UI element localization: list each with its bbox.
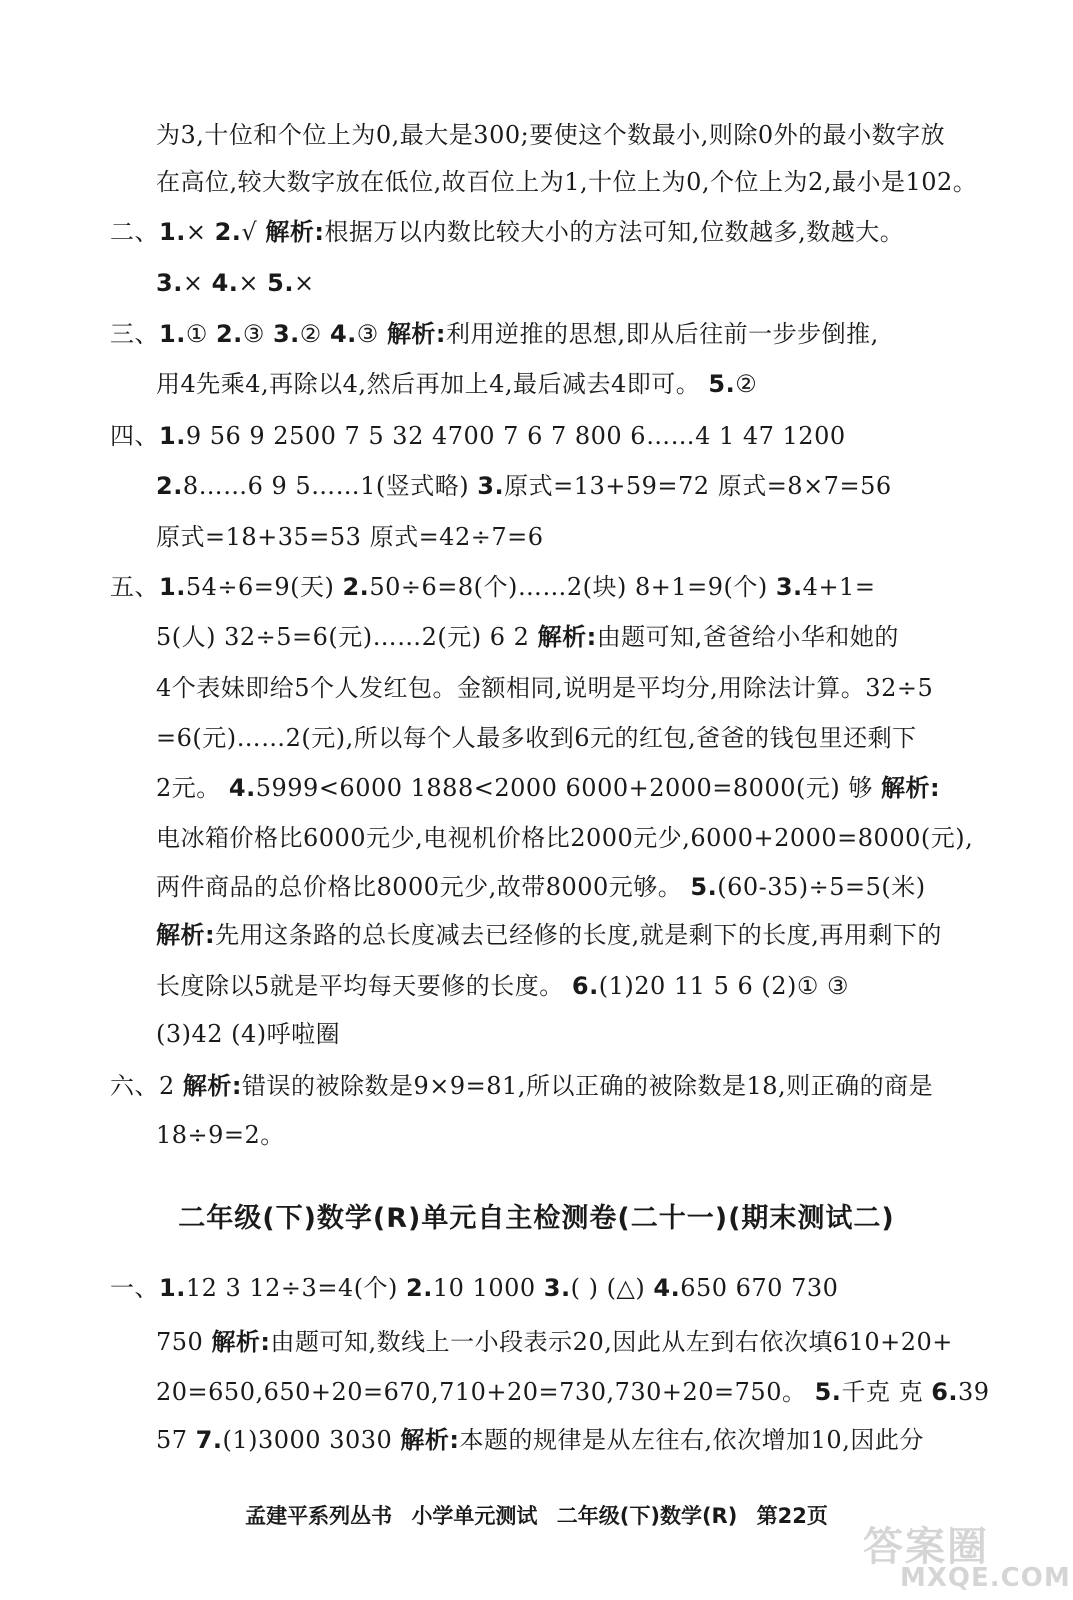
answer-text: 12 3 12÷3=4(个) bbox=[185, 1274, 407, 1302]
bold-label: 2. bbox=[215, 320, 243, 348]
bold-label: 4. bbox=[211, 269, 239, 297]
bold-label: 3. bbox=[477, 472, 505, 500]
answer-text: 原式=13+59=72 原式=8×7=56 bbox=[504, 472, 892, 500]
bold-label: 5. bbox=[814, 1378, 842, 1406]
answer-text: 50÷6=8(个)……2(块) 8+1=9(个) bbox=[369, 573, 776, 601]
answer-line bbox=[156, 166, 977, 198]
answer-text: 长度除以5就是平均每天要修的长度。 bbox=[156, 972, 572, 1000]
answer-line bbox=[156, 470, 892, 502]
answer-text: 5(人) 32÷5=6(元)……2(元) 6 2 bbox=[156, 623, 538, 651]
answer-line bbox=[156, 772, 940, 804]
bold-label: 3. bbox=[272, 320, 300, 348]
answer-text: 750 bbox=[156, 1328, 212, 1356]
answer-text: 57 bbox=[156, 1426, 196, 1454]
bold-label: 3. bbox=[543, 1274, 571, 1302]
answer-text: 在高位,较大数字放在低位,故百位上为1,十位上为0,个位上为2,最小是102。 bbox=[156, 168, 978, 196]
answer-line bbox=[110, 420, 846, 452]
bold-label: 解析: bbox=[156, 921, 216, 949]
footer-page-number: 第22页 bbox=[756, 1504, 828, 1528]
answer-line bbox=[156, 1119, 285, 1151]
answer-text: 电冰箱价格比6000元少,电视机价格比2000元少,6000+2000=8000(元), bbox=[156, 824, 974, 852]
answer-text: 根据万以内数比较大小的方法可知,位数越多,数越大。 bbox=[324, 218, 905, 246]
bold-label: 1. bbox=[159, 573, 186, 601]
answer-text: 2元。 bbox=[156, 774, 229, 802]
answer-text: × bbox=[185, 218, 215, 246]
answer-text: (60-35)÷5=5(米) bbox=[717, 873, 926, 901]
answer-text: ① bbox=[185, 320, 216, 348]
bold-label: 3. bbox=[775, 573, 803, 601]
bold-label: 2. bbox=[214, 218, 242, 246]
bold-label: 解析: bbox=[265, 218, 325, 246]
answer-text: 先用这条路的总长度减去已经修的长度,就是剩下的长度,再用剩下的 bbox=[215, 921, 942, 949]
bold-label: 解析: bbox=[537, 623, 597, 651]
answer-text: 54÷6=9(天) bbox=[185, 573, 343, 601]
answer-text: 650 670 730 bbox=[680, 1274, 839, 1302]
section-title: 二年级(下)数学(R)单元自主检测卷(二十一)(期末测试二) bbox=[178, 1203, 895, 1234]
answer-text: 8……6 9 5……1(竖式略) bbox=[182, 472, 478, 500]
answer-text: 利用逆推的思想,即从后往前一步步倒推, bbox=[446, 320, 879, 348]
answer-text: 5999<6000 1888<2000 6000+2000=8000(元) 够 bbox=[255, 774, 881, 802]
answer-text: 39 bbox=[958, 1378, 990, 1406]
answer-line bbox=[156, 521, 543, 553]
answer-line bbox=[156, 672, 933, 704]
watermark-main-text: 答案圈 bbox=[863, 1524, 989, 1570]
answer-line bbox=[156, 1326, 953, 1358]
answer-text: (1)3000 3030 bbox=[222, 1426, 401, 1454]
bold-label: 1. bbox=[159, 1274, 186, 1302]
bold-label: 解析: bbox=[182, 1072, 243, 1100]
bold-label: 4. bbox=[653, 1274, 681, 1302]
bold-label: 1. bbox=[159, 320, 186, 348]
bold-label: 5. bbox=[690, 873, 718, 901]
answer-text: 9 56 9 2500 7 5 32 4700 7 6 7 800 6……4 1 47 1200 bbox=[185, 422, 846, 450]
bold-label: 2. bbox=[342, 573, 370, 601]
bold-label: 6. bbox=[931, 1378, 959, 1406]
answer-line bbox=[156, 621, 899, 653]
answer-text: 10 1000 bbox=[432, 1274, 544, 1302]
bold-label: 5. bbox=[708, 370, 736, 398]
answer-line bbox=[110, 571, 875, 603]
answer-line bbox=[156, 1018, 340, 1050]
answer-line bbox=[156, 267, 315, 299]
answer-text: × bbox=[293, 269, 315, 297]
answer-text: ② bbox=[299, 320, 330, 348]
answer-line bbox=[156, 822, 973, 854]
bold-label: 5. bbox=[267, 269, 294, 297]
answer-line bbox=[110, 1272, 838, 1304]
bold-label: 6. bbox=[571, 972, 599, 1000]
answer-text: (1)20 11 5 6 (2)① ③ bbox=[598, 972, 850, 1000]
answer-text: × bbox=[182, 269, 212, 297]
footer-series: 孟建平系列丛书 bbox=[245, 1504, 393, 1528]
watermark-logo bbox=[858, 1515, 1071, 1595]
answer-line bbox=[156, 1376, 990, 1408]
bold-label: 3. bbox=[156, 269, 183, 297]
bold-label: 1. bbox=[159, 218, 186, 246]
answer-text: 18÷9=2。 bbox=[156, 1121, 285, 1149]
footer-subject: 二年级(下)数学(R) bbox=[556, 1504, 738, 1528]
answer-line bbox=[156, 368, 757, 400]
answer-text: 4+1= bbox=[802, 573, 876, 601]
answer-line bbox=[110, 1070, 933, 1102]
answer-text: 本题的规律是从左往右,依次增加10,因此分 bbox=[459, 1426, 924, 1454]
answer-line bbox=[156, 970, 849, 1002]
answer-text: ② bbox=[735, 370, 758, 398]
answer-text: ( ) (△) bbox=[570, 1274, 654, 1302]
answer-text: ③ bbox=[356, 320, 387, 348]
bold-label: 4. bbox=[329, 320, 357, 348]
answer-line bbox=[156, 722, 917, 754]
bold-label: 解析: bbox=[386, 320, 447, 348]
answer-text: √ bbox=[241, 218, 266, 246]
answer-text: 4个表妹即给5个人发红包。金额相同,说明是平均分,用除法计算。32÷5 bbox=[156, 674, 934, 702]
bold-label: 解析: bbox=[880, 774, 941, 802]
answer-text: 千克 克 bbox=[841, 1378, 932, 1406]
footer-book: 小学单元测试 bbox=[411, 1504, 538, 1528]
section-number: 一、 bbox=[110, 1274, 159, 1302]
watermark-sub-text: MXQE.COM bbox=[900, 1563, 1071, 1593]
answer-text: (3)42 (4)呼啦圈 bbox=[156, 1020, 341, 1048]
section-number: 四、 bbox=[110, 422, 159, 450]
answer-line bbox=[156, 919, 942, 951]
answer-line bbox=[110, 216, 904, 248]
section-number: 二、 bbox=[110, 218, 159, 246]
answer-line bbox=[156, 119, 945, 151]
answer-text: 用4先乘4,再除以4,然后再加上4,最后减去4即可。 bbox=[156, 370, 709, 398]
answer-text: × bbox=[238, 269, 268, 297]
answer-text: 为3,十位和个位上为0,最大是300;要使这个数最小,则除0外的最小数字放 bbox=[156, 121, 946, 149]
answer-text: 两件商品的总价格比8000元少,故带8000元够。 bbox=[156, 873, 691, 901]
answer-text: 由题可知,数线上一小段表示20,因此从左到右依次填610+20+ bbox=[270, 1328, 953, 1356]
bold-label: 2. bbox=[156, 472, 183, 500]
answer-text: ③ bbox=[242, 320, 273, 348]
answer-text: 错误的被除数是9×9=81,所以正确的被除数是18,则正确的商是 bbox=[242, 1072, 934, 1100]
bold-label: 7. bbox=[195, 1426, 223, 1454]
section-number: 六、 bbox=[110, 1072, 159, 1100]
section-number: 三、 bbox=[110, 320, 159, 348]
answer-text: 2 bbox=[159, 1072, 183, 1100]
bold-label: 解析: bbox=[211, 1328, 271, 1356]
answer-text: =6(元)……2(元),所以每个人最多收到6元的红包,爸爸的钱包里还剩下 bbox=[156, 724, 917, 752]
answer-line bbox=[110, 318, 879, 350]
bold-label: 4. bbox=[228, 774, 256, 802]
answer-text: 原式=18+35=53 原式=42÷7=6 bbox=[156, 523, 544, 551]
answer-line bbox=[156, 1424, 924, 1456]
answer-line bbox=[156, 871, 926, 903]
section-number: 五、 bbox=[110, 573, 159, 601]
bold-label: 解析: bbox=[400, 1426, 460, 1454]
bold-label: 1. bbox=[159, 422, 186, 450]
answer-text: 20=650,650+20=670,710+20=730,730+20=750。 bbox=[156, 1378, 815, 1406]
bold-label: 2. bbox=[406, 1274, 433, 1302]
answer-text: 由题可知,爸爸给小华和她的 bbox=[596, 623, 899, 651]
